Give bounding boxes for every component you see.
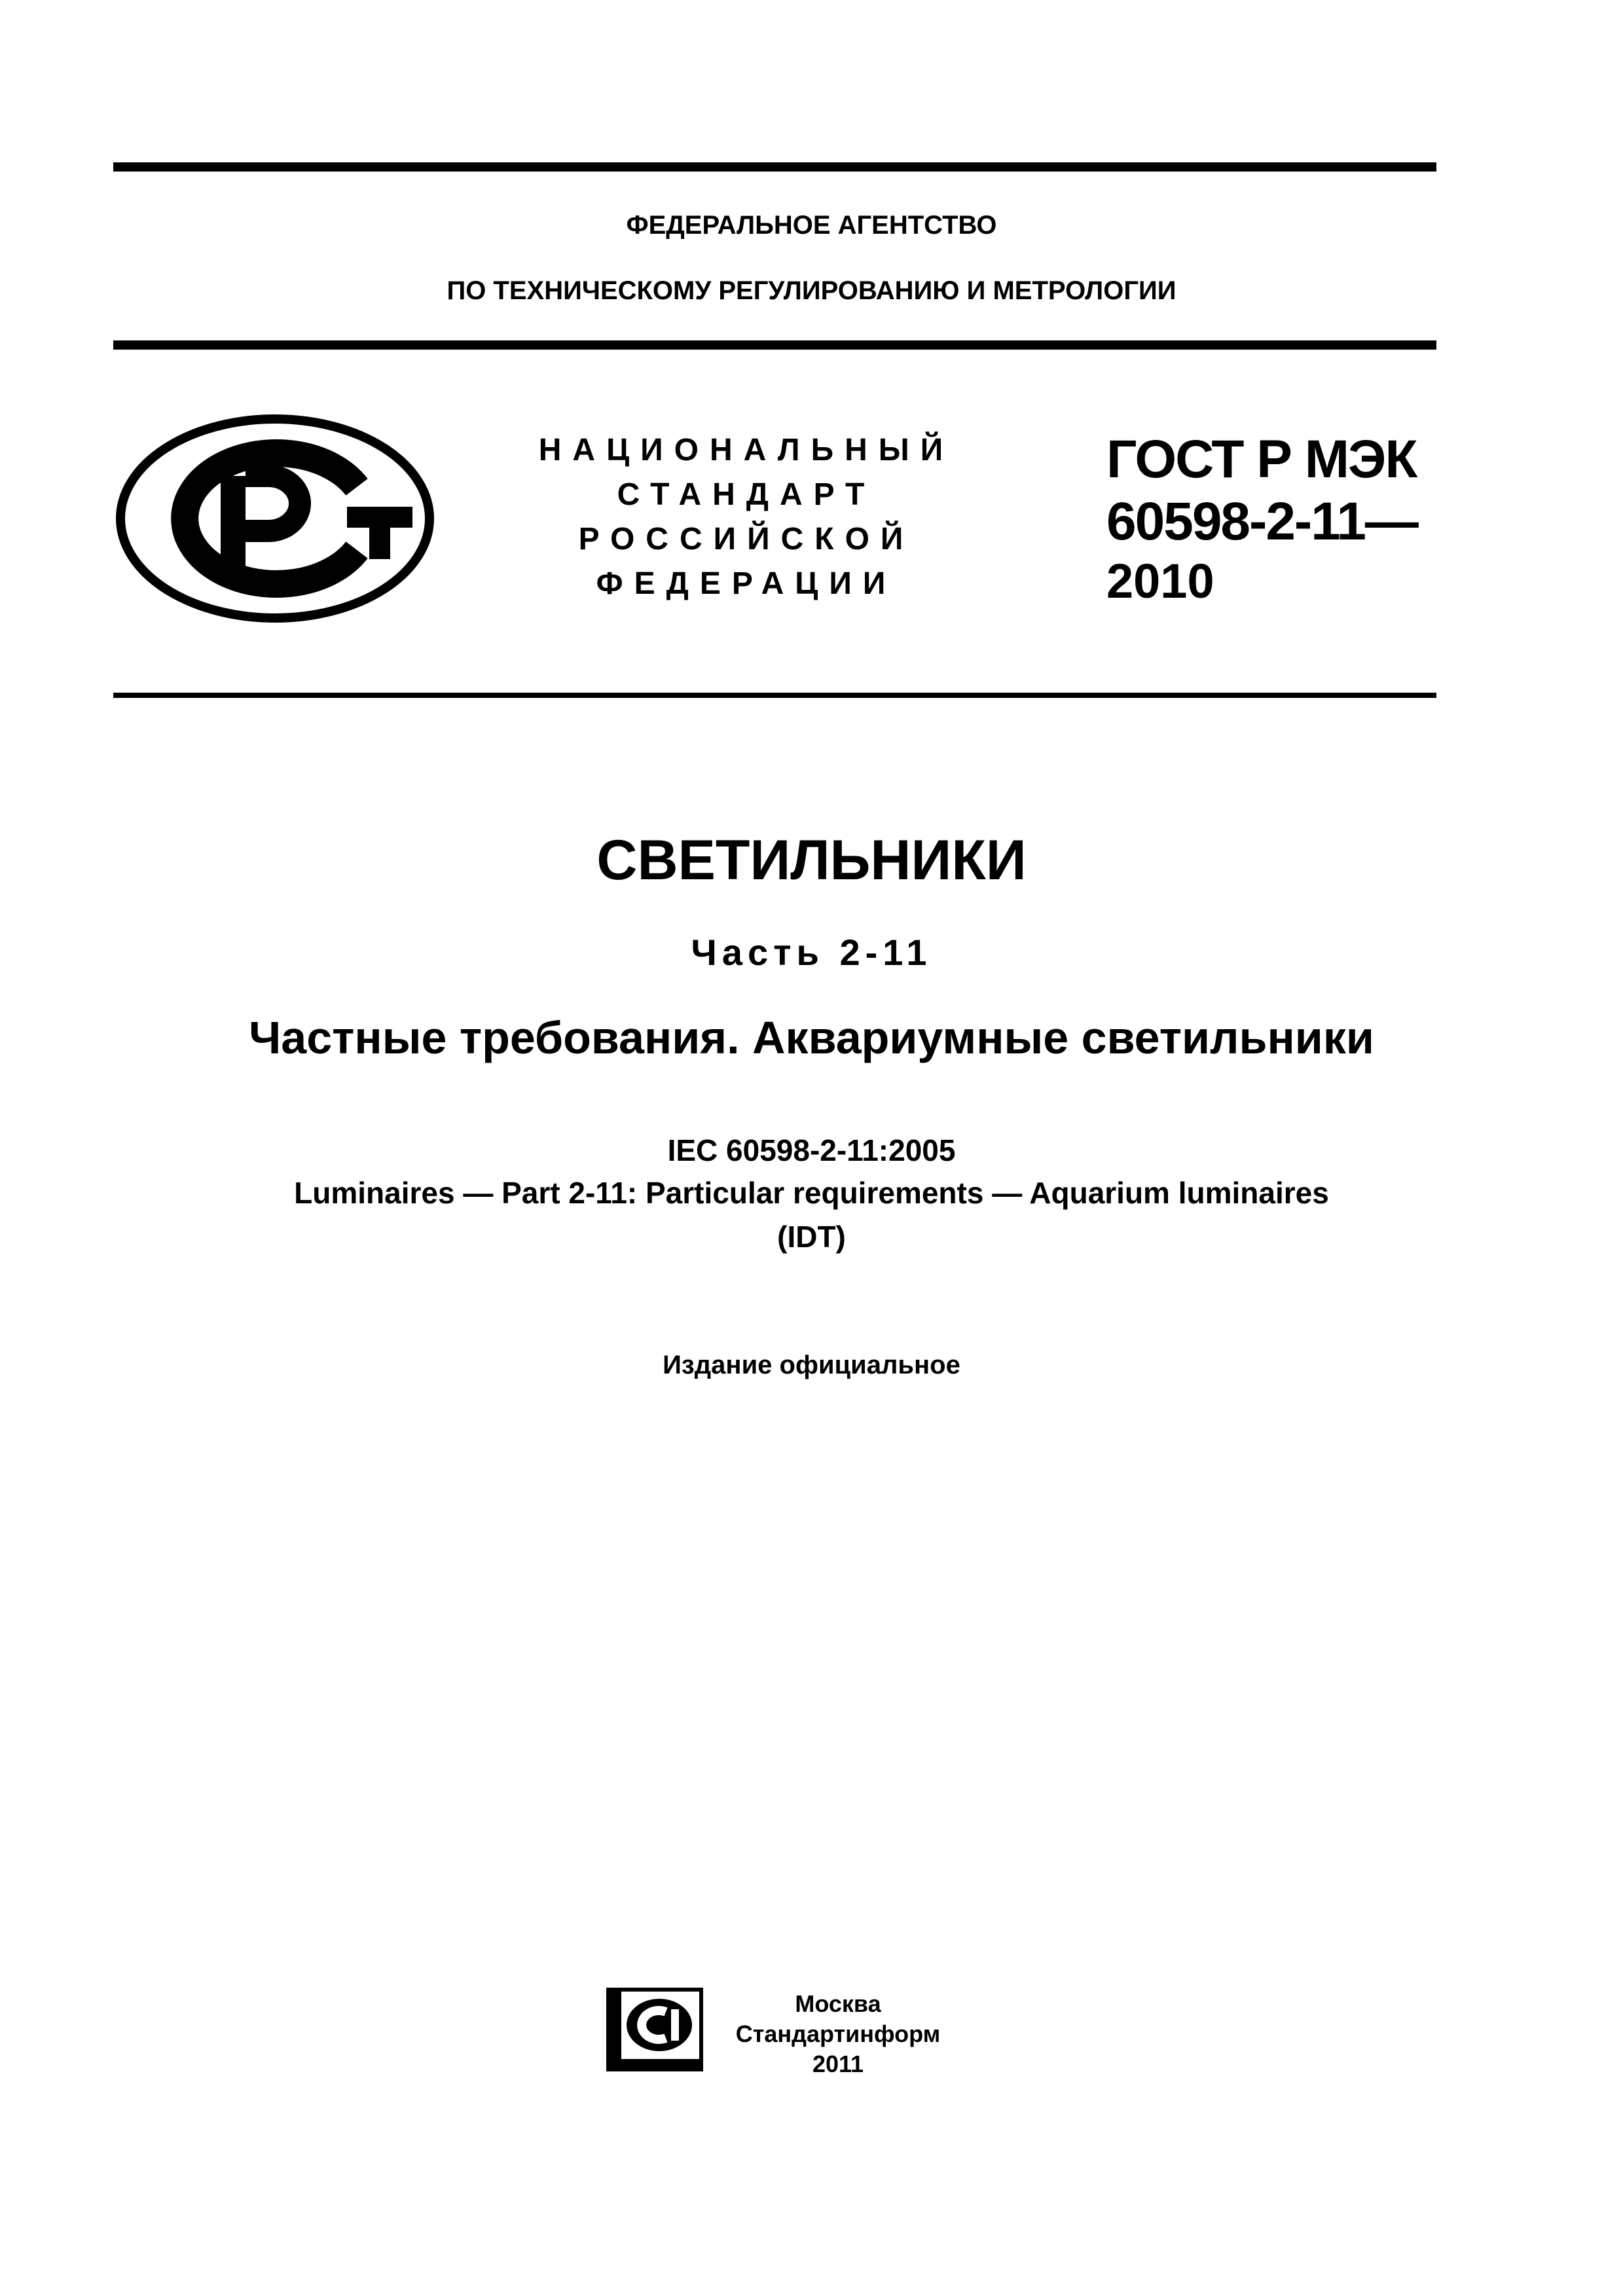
header-rule <box>113 340 1436 350</box>
iec-idt: (IDT) <box>777 1220 846 1254</box>
designation-line-1: ГОСТ Р МЭК <box>1106 429 1417 489</box>
top-rule <box>113 162 1436 172</box>
standard-type-line-3: РОССИЙСКОЙ <box>578 522 915 556</box>
standard-type-line-4: ФЕДЕРАЦИИ <box>596 566 897 601</box>
publisher-logo <box>606 1987 704 2072</box>
rst-logo <box>115 414 435 623</box>
subtitle: Частные требования. Аквариумные светильники <box>249 1012 1374 1063</box>
standard-type-line-2: СТАНДАРТ <box>617 477 876 512</box>
publisher-city: Москва <box>795 1990 881 2017</box>
designation-rule <box>113 693 1436 698</box>
designation-line-2: 60598-2-11— <box>1106 492 1417 551</box>
agency-line-1: ФЕДЕРАЛЬНОЕ АГЕНТСТВО <box>626 211 997 240</box>
part-label: Часть 2-11 <box>691 932 932 973</box>
iec-title: Luminaires — Part 2-11: Particular requirements — Aquarium luminaires <box>294 1176 1329 1210</box>
designation-line-3: 2010 <box>1106 554 1214 608</box>
publisher-name: Стандартинформ <box>735 2020 941 2047</box>
agency-line-2: ПО ТЕХНИЧЕСКОМУ РЕГУЛИРОВАНИЮ И МЕТРОЛОГИИ <box>447 276 1176 305</box>
publisher-year: 2011 <box>812 2050 864 2077</box>
standard-type-line-1: НАЦИОНАЛЬНЫЙ <box>538 433 955 467</box>
edition-label: Издание официальное <box>663 1351 960 1379</box>
main-title: СВЕТИЛЬНИКИ <box>596 829 1027 892</box>
iec-code: IEC 60598-2-11:2005 <box>667 1133 956 1167</box>
